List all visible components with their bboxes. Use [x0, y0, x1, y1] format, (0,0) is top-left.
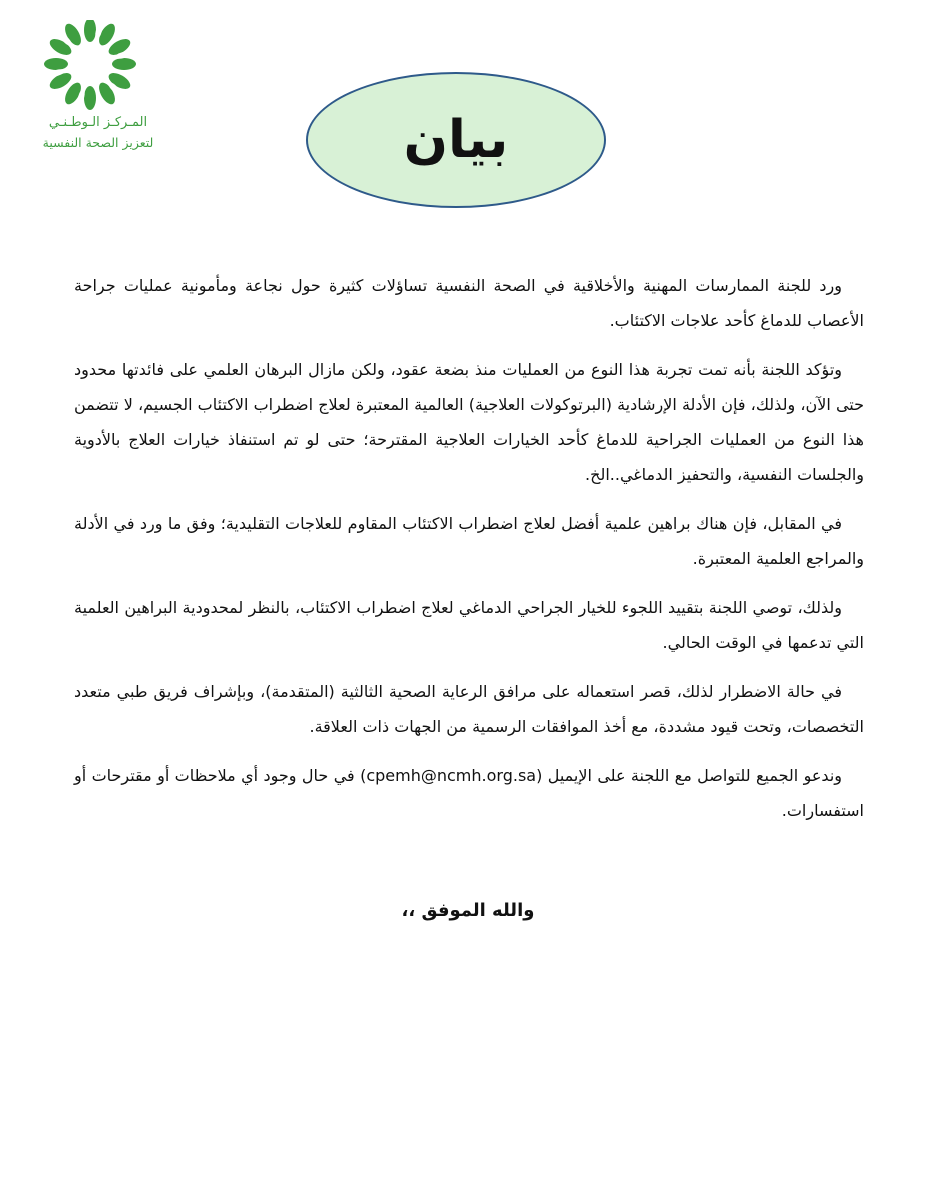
logo-name-line2: لتعزيز الصحة النفسية [42, 135, 154, 150]
ncmh-logo-icon [44, 20, 152, 112]
closing-line: والله الموفق ،، [401, 900, 535, 921]
statement-body [74, 268, 864, 842]
paragraph: ورد للجنة الممارسات المهنية والأخلاقية في الصحة النفسية تساؤلات كثيرة حول نجاعة ومأمونية عمليات جراحة الأعصاب للدماغ كأحد علاجات الاكتئاب. [74, 276, 864, 330]
paragraph: في حالة الاضطرار لذلك، قصر استعماله على مرافق الرعاية الصحية الثالثية (المتقدمة)، وبإشراف فريق طبي متعدد التخصصات، وتحت قيود مشددة، مع أخذ الموافقات الرسمية من الجهات ذات العلاقة. [74, 682, 864, 736]
paragraph: وتؤكد اللجنة بأنه تمت تجربة هذا النوع من العمليات منذ بضعة عقود، ولكن مازال البرهان العلمي على فائدتها محدود حتى الآن، ولذلك، فإن الأدلة الإرشادية (البرتوكولات العلاجية) العالمية المعتبرة لعلاج اضطراب الاكتئاب الجسيم، لا تتضمن هذا النوع من العمليات الجراحية للدماغ كأحد الخيارات العلاجية المقترحة؛ حتى لو تم استنفاذ خيارات العلاج بالأدوية والجلسات النفسية، والتحفيز الدماغي..الخ. [74, 360, 864, 484]
page-title: بيان [403, 110, 509, 170]
paragraph: في المقابل، فإن هناك براهين علمية أفضل لعلاج اضطراب الاكتئاب المقاوم للعلاجات التقليدية؛ وفق ما ورد في الأدلة والمراجع العلمية المعتبرة. [74, 514, 864, 568]
organization-logo [28, 20, 168, 152]
paragraph: وندعو الجميع للتواصل مع اللجنة على الإيميل (cpemh@ncmh.org.sa) في حال وجود أي ملاحظات أو مقترحات أو استفسارات. [74, 766, 864, 820]
paragraph: ولذلك، توصي اللجنة بتقييد اللجوء للخيار الجراحي الدماغي لعلاج اضطراب الاكتئاب، بالنظر لمحدودية البراهين العلمية التي تدعمها في الوقت الحالي. [74, 598, 864, 652]
statement-title-oval [306, 72, 606, 208]
logo-name-line1: المـركـز الـوطـنـي [48, 115, 148, 130]
